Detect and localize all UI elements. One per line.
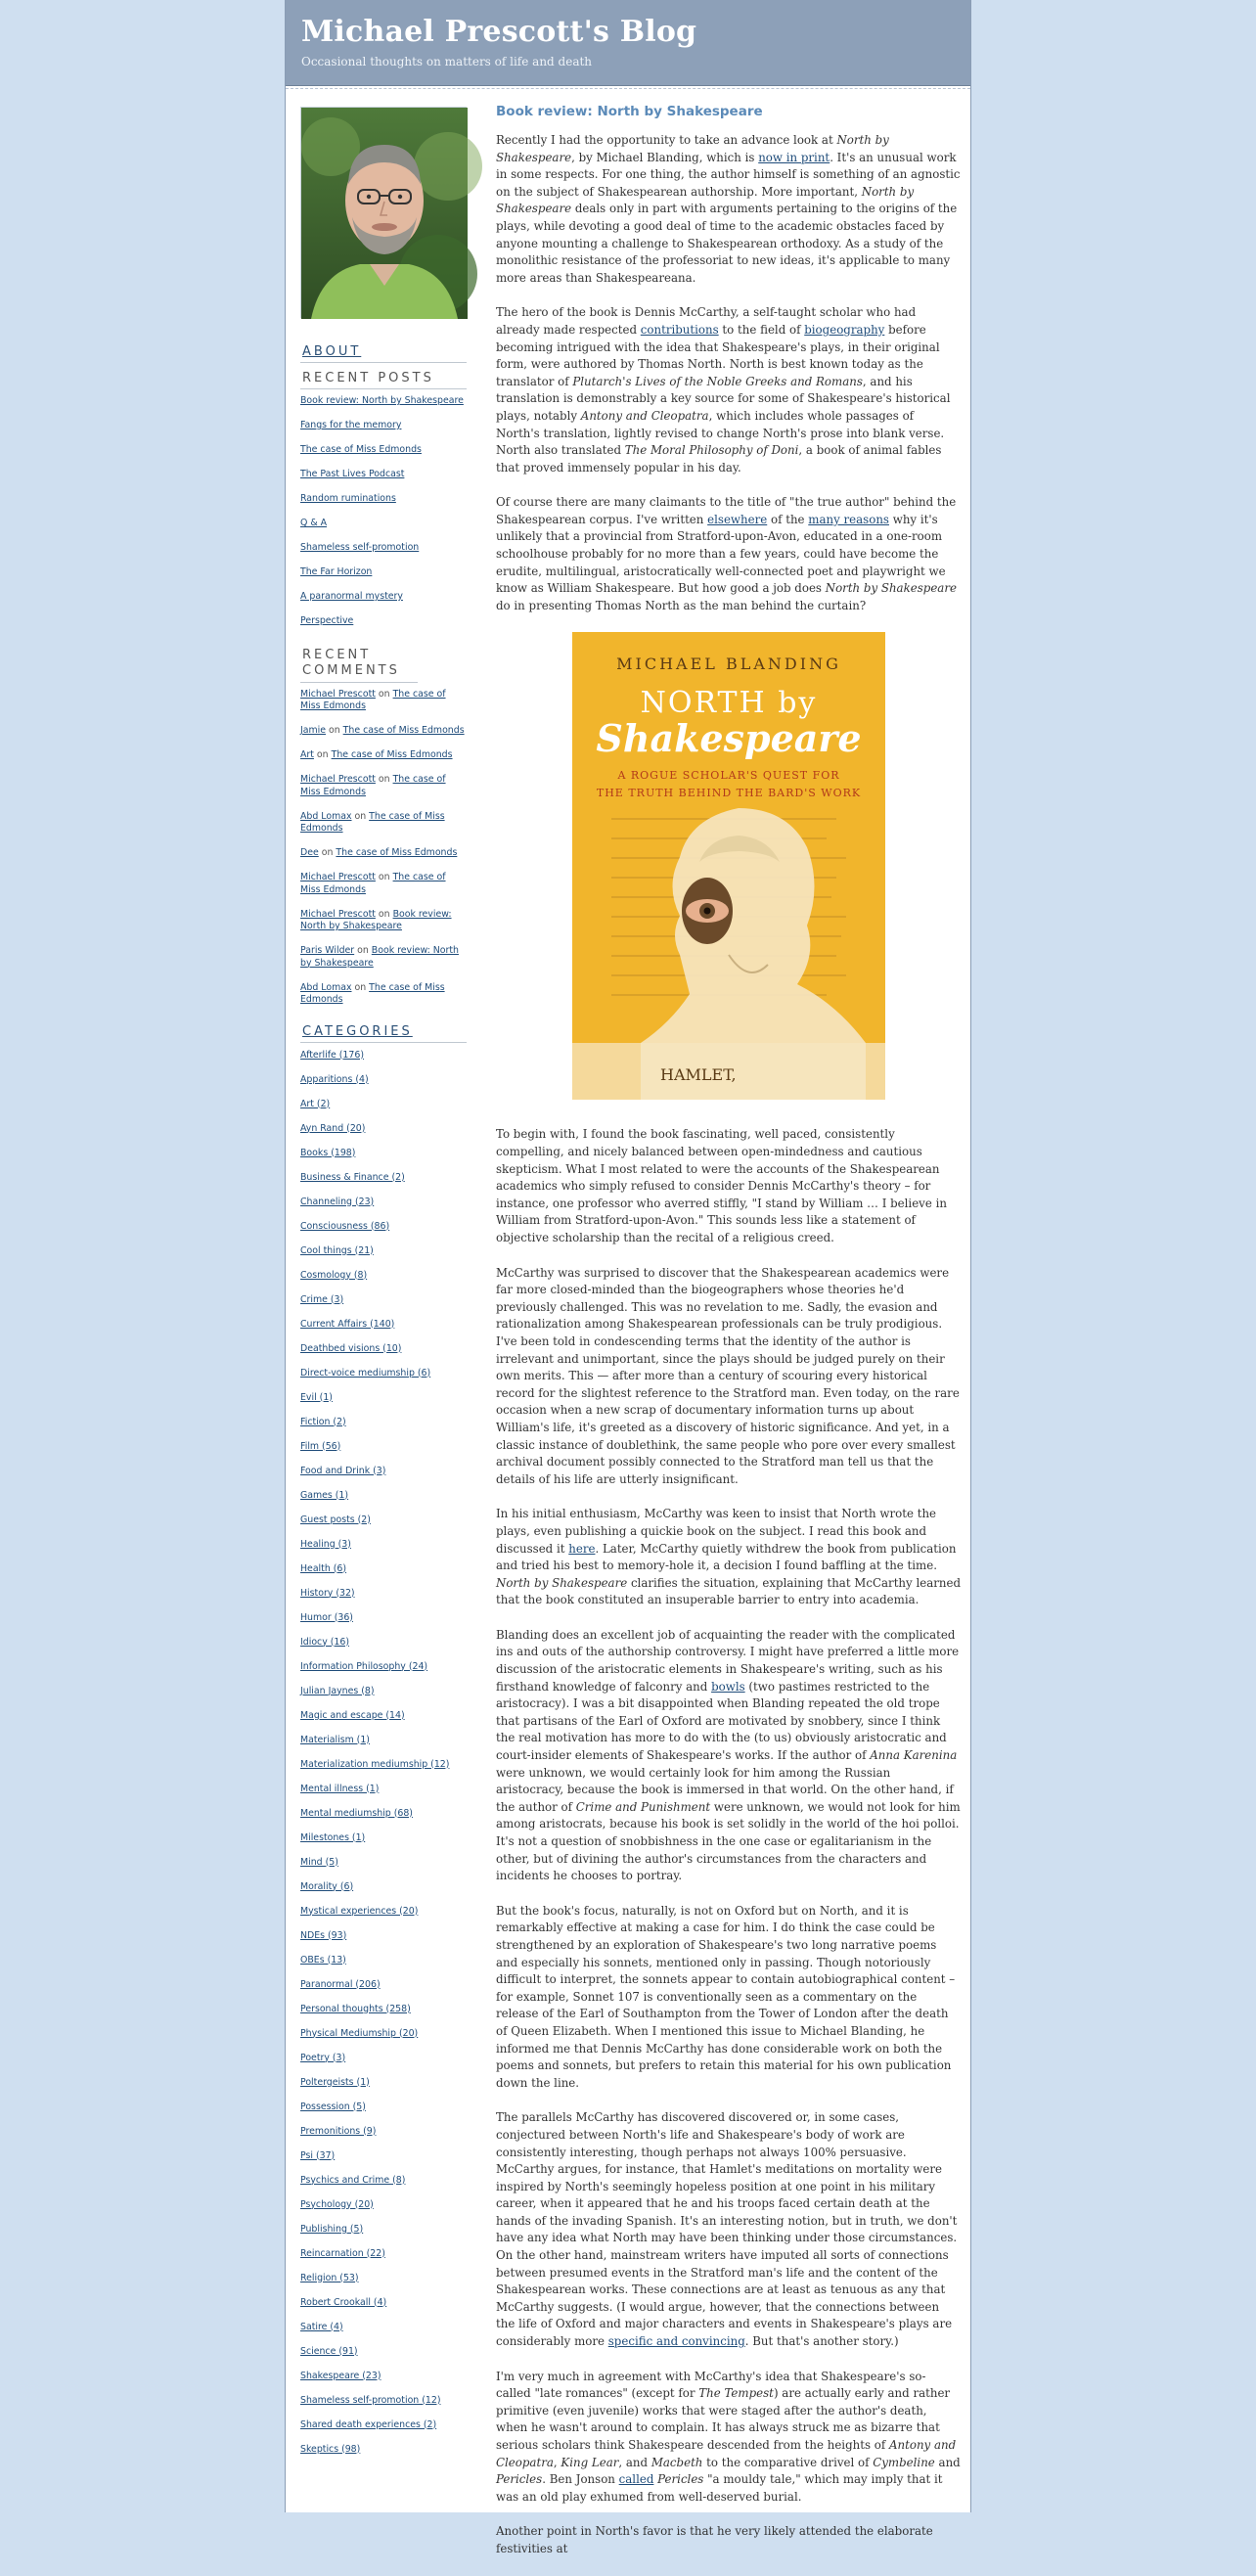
post-paragraph [496,1126,961,1246]
blog-title[interactable]: Michael Prescott's Blog [301,15,697,49]
text-run: were unknown, we would not look for him among aristocrats, because his book is set solidly in the world of the hoi polloi. It's not a question of snobbishness in the one case or egalitarianism in the other, but of divining the author's circumstances from the characters and incidents he chooses to portray. [496,1799,961,1883]
category-link[interactable]: Humor (36) [300,1611,353,1623]
text-run: of the [767,512,809,526]
category-item [300,1098,467,1110]
category-item [300,1244,467,1257]
category-link[interactable]: Possession (5) [300,2101,366,2112]
category-link[interactable]: Poltergeists (1) [300,2076,370,2088]
inline-link[interactable]: called [618,2472,654,2487]
category-item [300,2076,467,2089]
text-run: . But that's another story.) [744,2334,899,2349]
category-link[interactable]: Milestones (1) [300,1831,366,1843]
text-run: to the field of [718,322,805,337]
category-item [300,2394,467,2407]
comment-author-link[interactable]: Michael Prescott [300,908,376,920]
text-run: and [934,2455,961,2469]
category-item [300,1342,467,1355]
comment-author-link[interactable]: Jamie [300,725,327,736]
post-paragraph [496,1903,961,2093]
text-run: why it's unlikely that a provincial from Stratford-upon-Avon, educated in a one-room schoolhouse probably for no more than a few years, could have become the erudite, multilingual, aristocratically well-connected poet and playwright we know as William Shakespeare. But how good a job does [496,512,946,596]
recent-post-link[interactable]: Shameless self-promotion [300,542,420,553]
text-run: . Later, McCarthy quietly withdrew the book from publication and tried his best to memory-hole it, a decision I found baffling at the time. [496,1541,957,1573]
italic-title: Antony and Cleopatra [580,408,709,423]
italic-title: Anna Karenina [870,1748,958,1763]
category-item [300,2149,467,2162]
category-item [300,1734,467,1746]
text-run: , by Michael Blanding, which is [571,150,759,164]
category-link[interactable]: Direct-voice mediumship (6) [300,1367,431,1378]
book-cover-graphic [572,632,885,1100]
recent-comment-item [300,945,467,970]
sidebar [300,107,467,2467]
category-item [300,1660,467,1673]
category-item [300,2443,467,2456]
italic-title: The Moral Philosophy of Doni [624,443,799,458]
italic-title: North by Shakespeare [496,1575,628,1590]
category-link[interactable]: Ayn Rand (20) [300,1122,366,1134]
recent-post-link[interactable]: A paranormal mystery [300,591,403,602]
recent-post-link[interactable]: The case of Miss Edmonds [300,444,422,455]
category-link[interactable]: Julian Jaynes (8) [300,1685,375,1696]
category-link[interactable]: Afterlife (176) [300,1049,364,1061]
italic-title: Plutarch's Lives of the Noble Greeks and Romans [572,374,863,388]
category-link[interactable]: Religion (53) [300,2272,359,2283]
comment-on-text: on [318,847,336,858]
recent-post-link[interactable]: Book review: North by Shakespeare [300,395,464,406]
category-link[interactable]: Robert Crookall (4) [300,2296,387,2308]
category-item [300,1611,467,1624]
category-item [300,1391,467,1404]
category-item [300,1220,467,1233]
text-run: , and his translation is demonstrably a key source for some of Shakespeare's historical plays, notably [496,374,951,423]
text-run: The parallels McCarthy has discovered discovered or, in some cases, conjectured between North's life and Shakespeare's body of work are consistently interesting, though perhaps not always 100% persuasive. McCarthy argues, for instance, that Hamlet's meditations on mortality were inspired by North's seemingly hopeless position at one point in his military career, when it appeared that he and his troops faced certain death at the hands of the invading Spanish. It's an interesting notion, but in truth, we don't have any idea what North may have been thinking under those circumstances. On the other hand, mainstream writers have imputed all sorts of connections between presumed events in the Stratford man's life and the content of the Shakespearean works. These connections are at least as tenuous as any that McCarthy suggests. (I would argue, however, that the connections between the life of Oxford and major characters and events in Shakespeare's plays are considerably more [496,2110,958,2349]
text-run: To begin with, I found the book fascinating, well paced, consistently compelling, and nicely balanced between open-mindedness and cautious skepticism. What I most related to were the accounts of the Shakespearean academics who simply refused to consider Dennis McCarthy's theory – for instance, one professor who averred stiffly, "I stand by William … I believe in William from Stratford-upon-Avon." This sounds less like a statement of objective scholarship than the recital of a religious creed. [496,1127,947,1244]
comment-author-link[interactable]: Dee [300,847,319,858]
comment-on-text: on [351,810,370,822]
category-item [300,1880,467,1893]
category-link[interactable]: Morality (6) [300,1880,354,1892]
category-link[interactable]: OBEs (13) [300,1954,346,1966]
category-link[interactable]: Psi (37) [300,2149,336,2161]
recent-comment-item [300,982,467,1007]
category-link[interactable]: Health (6) [300,1562,347,1574]
category-item [300,1269,467,1282]
cover-subtitle-line1: A ROGUE SCHOLAR'S QUEST FOR [616,769,840,783]
text-run: McCarthy was surprised to discover that the Shakespearean academics were far more closed-minded than the biogeographers whose theories he'd previously challenged. This was no revelation to me. Sadly, the evasion and rationalization among Shakespearean professionals can be truly prodigious. I've been told in condescending terms that the identity of the author is irrelevant and unimportant, since the plays should be judged purely on their own merits. This — after more than a century of scouring every historical record for the slightest reference to the Stratford man. Even today, on the rare occasion when a new scrap of documentary information turns up about William's life, it's greeted as a discovery of historic significance. And yet, in a classic instance of doublethink, the same people who pore over every smallest archival document possibly connected to the Stratford man tell us that the details of his life are utterly insignificant. [496,1265,960,1486]
category-link[interactable]: Business & Finance (2) [300,1171,405,1183]
category-link[interactable]: Materialism (1) [300,1734,370,1745]
cover-subtitle-line2: THE TRUTH BEHIND THE BARD'S WORK [596,787,861,800]
category-item [300,1636,467,1649]
comment-on-text: on [351,981,370,993]
category-item [300,2101,467,2113]
category-item [300,1758,467,1771]
recent-post-item [300,444,467,457]
category-item [300,1318,467,1331]
comment-post-link[interactable]: The case of Miss Edmonds [336,847,458,858]
about-heading[interactable]: ABOUT [300,344,467,363]
category-link[interactable]: Mental mediumship (68) [300,1807,413,1819]
text-run: Blanding does an excellent job of acquainting the reader with the complicated ins and outs of the authorship controversy. I might have preferred a little more discussion of the aristocratic elements in Shakespeare's writing, such as his firsthand knowledge of falconry and [496,1627,960,1694]
category-item [300,1562,467,1575]
inline-link[interactable]: many reasons [808,512,889,526]
category-item [300,2003,467,2015]
category-link[interactable]: Art (2) [300,1098,331,1109]
cover-author: MICHAEL BLANDING [615,655,841,674]
category-link[interactable]: Science (91) [300,2345,358,2357]
category-item [300,2223,467,2236]
category-item [300,1807,467,1820]
category-item [300,1978,467,1991]
category-item [300,1685,467,1697]
post-paragraph [496,2523,961,2557]
category-item [300,1196,467,1208]
book-cover-image [572,632,885,1100]
category-item [300,1440,467,1453]
text-run: to the comparative drivel of [702,2455,874,2469]
category-link[interactable]: Cosmology (8) [300,1269,368,1281]
italic-title: Cymbeline [873,2455,935,2469]
category-link[interactable]: Fiction (2) [300,1416,346,1427]
category-link[interactable]: Shameless self-promotion (12) [300,2394,441,2406]
post-paragraph [496,2109,961,2350]
inline-link[interactable]: contributions [640,322,719,337]
cover-title-line1: NORTH by [640,686,817,721]
category-link[interactable]: Mystical experiences (20) [300,1905,419,1917]
text-run: clarifies the situation, explaining that McCarthy learned that the book constituted an insuperable barrier to entry into academia. [496,1575,962,1607]
category-link[interactable]: Channeling (23) [300,1196,375,1207]
comment-post-link[interactable]: The case of Miss Edmonds [300,810,445,834]
category-link[interactable]: Information Philosophy (24) [300,1660,428,1672]
text-run: before becoming intrigued with the idea that Shakespeare's plays, in their original form, were authored by Thomas North. North is best known today as the translator of [496,322,940,388]
blog-container [285,0,971,2555]
post-paragraph [496,304,961,476]
recent-post-link[interactable]: Q & A [300,518,328,528]
text-run: In his initial enthusiasm, McCarthy was keen to insist that North wrote the plays, even publishing a quickie book on the subject. I read this book and discussed it [496,1507,937,1556]
category-link[interactable]: Psychics and Crime (8) [300,2174,406,2186]
comment-author-link[interactable]: Michael Prescott [300,688,376,700]
category-item [300,1587,467,1600]
category-link[interactable]: Film (56) [300,1440,341,1452]
post-paragraph [496,494,961,614]
text-run: were unknown, we would certainly look for him among the Russian aristocracy, because the book is immersed in that world. On the other hand, if the author of [496,1765,954,1814]
text-run: Of course there are many claimants to the title of "the true author" behind the Shakespearean corpus. I've written [496,495,957,526]
recent-post-item [300,591,467,604]
text-run: , and [618,2455,651,2469]
comment-post-link[interactable]: The case of Miss Edmonds [300,688,446,711]
category-link[interactable]: History (32) [300,1587,355,1599]
recent-comment-item [300,872,467,896]
text-run: The hero of the book is Dennis McCarthy, a self-taught scholar who had already made respected [496,305,917,337]
comment-post-link[interactable]: The case of Miss Edmonds [331,749,453,760]
comment-author-link[interactable]: Abd Lomax [300,981,352,993]
category-item [300,2296,467,2309]
category-item [300,1147,467,1159]
category-item [300,2198,467,2211]
text-run: deals only in part with arguments pertaining to the origins of the plays, while devoting a good deal of time to the academic obstacles faced by anyone mounting a challenge to Shakespearean orthodoxy. As a study of the monolithic resistance of the professoriat to new ideas, it's applicable to many more areas than Shakespeareana. [496,202,958,285]
recent-posts-heading: RECENT POSTS [300,371,467,389]
text-run: , which includes whole passages of North's translation, lightly revised to change North's prose into blank verse. North also translated [496,408,945,458]
profile-photo[interactable] [300,107,467,318]
recent-comment-item [300,774,467,798]
category-item [300,2247,467,2260]
recent-comments-list [300,689,467,1007]
category-item [300,1367,467,1379]
category-link[interactable]: Food and Drink (3) [300,1465,386,1476]
text-run: do in presenting Thomas North as the man behind the curtain? [496,598,867,612]
category-link[interactable]: Poetry (3) [300,2052,346,2063]
category-link[interactable]: Games (1) [300,1489,349,1501]
comment-on-text: on [313,749,332,760]
recent-post-item [300,615,467,628]
italic-title: Crime and Punishment [575,1799,711,1814]
text-run: , [553,2455,561,2469]
category-item [300,1709,467,1722]
recent-post-item [300,395,467,408]
category-item [300,2125,467,2138]
post-paragraph [496,1506,961,1609]
category-link[interactable]: Publishing (5) [300,2223,364,2235]
category-link[interactable]: Mind (5) [300,1856,338,1868]
italic-title: North by Shakespeare [496,184,915,216]
comment-post-link[interactable]: The case of Miss Edmonds [300,872,446,895]
category-link[interactable]: Consciousness (86) [300,1220,390,1232]
recent-post-link[interactable]: Random ruminations [300,493,396,504]
blog-description: Occasional thoughts on matters of life and death [301,55,593,68]
inline-link[interactable]: now in print [758,150,830,164]
category-item [300,1049,467,1062]
recent-post-item [300,469,467,481]
post-paragraph [496,1265,961,1489]
recent-post-item [300,493,467,506]
category-item [300,1122,467,1135]
recent-posts-list [300,395,467,628]
category-link[interactable]: Guest posts (2) [300,1514,371,1525]
post-paragraph [496,132,961,287]
category-link[interactable]: Skeptics (98) [300,2443,361,2455]
text-run: (two pastimes restricted to the aristocracy). I was a bit disappointed when Blanding repeated the old trope that partisans of the Earl of Oxford are motivated by snobbery, since I think the real motivation has more to do with the (to us) obviously aristocratic and court-insider elements of Shakespeare's works. If the author of [496,1679,947,1763]
recent-comment-item [300,749,467,762]
comment-post-link[interactable]: Book review: North by Shakespeare [300,945,459,969]
comment-author-link[interactable]: Paris Wilder [300,945,355,956]
recent-post-item [300,542,467,555]
category-item [300,2370,467,2382]
category-link[interactable]: NDEs (93) [300,1929,347,1941]
category-link[interactable]: Deathbed visions (10) [300,1342,402,1354]
category-link[interactable]: Crime (3) [300,1293,344,1305]
category-link[interactable]: Cool things (21) [300,1244,374,1256]
category-item [300,1171,467,1184]
category-item [300,1905,467,1918]
recent-post-link[interactable]: Perspective [300,615,354,626]
comment-on-text: on [375,688,393,700]
category-link[interactable]: Shakespeare (23) [300,2370,381,2381]
category-item [300,2272,467,2284]
cover-title-line2: Shakespeare [595,716,862,761]
recent-post-item [300,566,467,579]
post-paragraph [496,1627,961,1885]
categories-list [300,1049,467,2456]
category-link[interactable]: Physical Mediumship (20) [300,2027,419,2039]
italic-title: Pericles [496,2472,543,2487]
text-run: I'm very much in agreement with McCarthy's idea that Shakespeare's so-called "late romances" (except for [496,2369,926,2401]
category-link[interactable]: Premonitions (9) [300,2125,377,2137]
italic-title: Pericles [657,2472,704,2487]
category-item [300,1538,467,1551]
category-item [300,2321,467,2333]
recent-post-link[interactable]: The Far Horizon [300,566,373,577]
category-item [300,2027,467,2040]
text-run: . Ben Jonson [542,2472,619,2487]
recent-comment-item [300,725,467,738]
recent-post-link[interactable]: Fangs for the memory [300,420,402,430]
recent-comment-item [300,689,467,713]
recent-comment-item [300,847,467,860]
text-run: Another point in North's favor is that he very likely attended the elaborate festivities at [496,2524,933,2555]
category-item [300,1416,467,1428]
inline-link[interactable]: biogeography [804,322,885,337]
blog-header [286,0,970,86]
comment-on-text: on [326,725,343,736]
recent-post-item [300,420,467,432]
category-link[interactable]: Materialization mediumship (12) [300,1758,450,1770]
italic-title: King Lear [561,2455,619,2469]
comment-post-link[interactable]: The case of Miss Edmonds [300,981,445,1005]
inline-link[interactable]: elsewhere [707,512,768,526]
text-run: ) are actually early and rather primitive (even juvenile) works that were staged after the author's death, when he wasn't around to complain. It has always struck me as bizarre that serious scholars think Shakespeare descended from the heights of [496,2386,951,2452]
comment-on-text: on [375,872,393,882]
category-link[interactable]: Paranormal (206) [300,1978,381,1990]
text-run: , a book of animal fables that proved immensely popular in his day. [496,443,942,475]
category-item [300,1073,467,1086]
category-link[interactable]: Evil (1) [300,1391,333,1403]
recent-post-item [300,518,467,530]
category-link[interactable]: Idiocy (16) [300,1636,349,1648]
category-link[interactable]: Books (198) [300,1147,356,1158]
italic-title: North by Shakespeare [825,581,957,596]
inline-link[interactable]: specific and convincing [607,2334,745,2349]
category-item [300,2174,467,2187]
category-link[interactable]: Mental illness (1) [300,1783,380,1794]
comment-on-text: on [375,774,393,785]
recent-comments-heading: RECENT COMMENTS [300,648,418,683]
text-run: But the book's focus, naturally, is not on Oxford but on North, and it is remarkably effective at making a case for him. I do think the case could be strengthened by an exploration of Shakespeare's two long narrative poems and especially his sonnets, mentioned only in passing. Though notoriously difficult to interpret, the sonnets appear to contain autobiographical content – for example, Sonnet 107 is conventionally seen as a commentary on the release of the Earl of Southampton from the Tower of London after the death of Queen Elizabeth. When I mentioned this issue to Michael Blanding, he informed me that Dennis McCarthy has done considerable work on both the poems and sonnets, but prefers to retain this material for his own publication down the line. [496,1903,956,2090]
post-content [496,103,961,2576]
post-paragraph [496,2369,961,2507]
comment-author-link[interactable]: Art [300,749,314,760]
italic-title: The Tempest [698,2386,774,2401]
category-item [300,1514,467,1526]
category-item [300,1929,467,1942]
category-link[interactable]: Shared death experiences (2) [300,2418,437,2430]
cover-bg-text: HAMLET, [659,1065,737,1085]
category-link[interactable]: Apparitions (4) [300,1073,369,1085]
category-link[interactable]: Personal thoughts (258) [300,2003,411,2014]
category-item [300,1856,467,1869]
category-item [300,2052,467,2064]
category-item [300,1783,467,1795]
text-run: Recently I had the opportunity to take an advance look at [496,133,837,147]
inline-link[interactable]: bowls [711,1679,745,1694]
comment-post-link[interactable]: The case of Miss Edmonds [300,774,446,797]
post-title[interactable]: Book review: North by Shakespeare [496,104,763,119]
category-item [300,1831,467,1844]
text-run: "a mouldy tale," which may imply that it was an old play exhumed from well-deserved burial. [496,2472,943,2504]
recent-comment-item [300,909,467,933]
category-link[interactable]: Reincarnation (22) [300,2247,385,2259]
comment-on-text: on [375,908,393,920]
italic-title: Macbeth [650,2455,703,2469]
comment-post-link[interactable]: The case of Miss Edmonds [342,725,465,736]
comment-author-link[interactable]: Michael Prescott [300,872,376,882]
category-item [300,2418,467,2431]
category-item [300,1954,467,1966]
comment-author-link[interactable]: Abd Lomax [300,810,352,822]
text-run: . It's an unusual work in some respects. For one thing, the author himself is something of an agnostic on the subject of Shakespearean authorship. More important, [496,150,961,199]
comment-author-link[interactable]: Michael Prescott [300,774,376,785]
category-link[interactable]: Satire (4) [300,2321,343,2332]
category-item [300,1465,467,1477]
comment-on-text: on [354,945,372,956]
category-link[interactable]: Magic and escape (14) [300,1709,405,1721]
italic-title: North by Shakespeare [496,133,889,164]
inline-link[interactable]: here [568,1541,596,1556]
category-item [300,1293,467,1306]
category-item [300,1489,467,1502]
category-link[interactable]: Psychology (20) [300,2198,374,2210]
categories-heading[interactable]: CATEGORIES [300,1024,467,1043]
category-item [300,2345,467,2358]
category-link[interactable]: Healing (3) [300,1538,351,1550]
recent-comment-item [300,811,467,836]
category-link[interactable]: Current Affairs (140) [300,1318,395,1330]
italic-title: Antony and Cleopatra [496,2438,957,2469]
comment-post-link[interactable]: Book review: North by Shakespeare [300,908,452,931]
recent-post-link[interactable]: The Past Lives Podcast [300,469,405,479]
